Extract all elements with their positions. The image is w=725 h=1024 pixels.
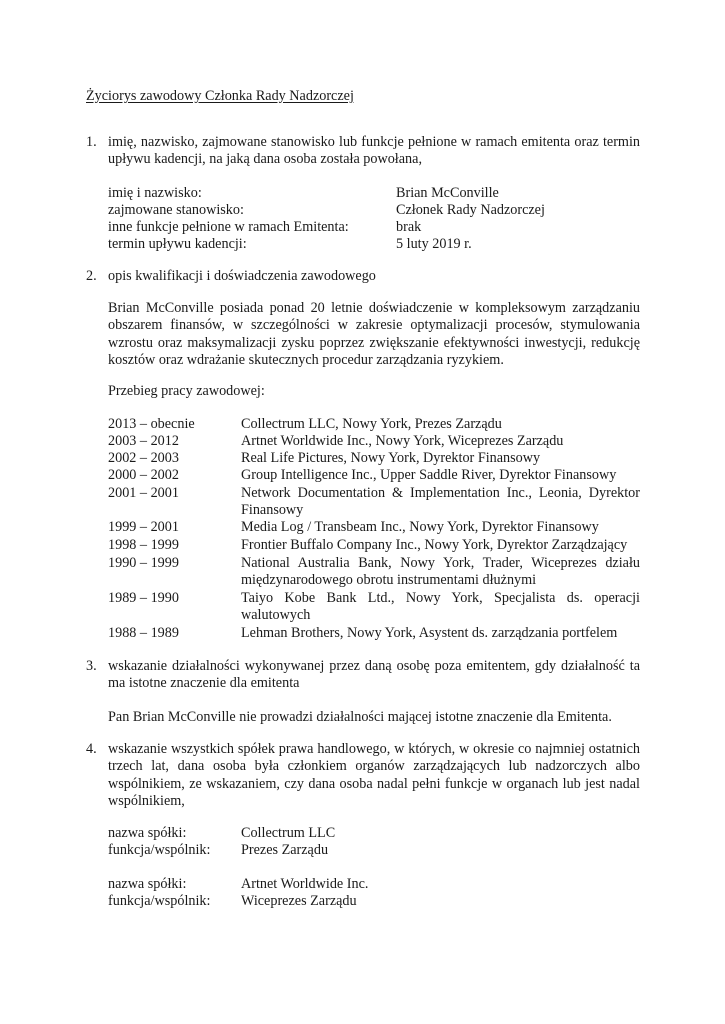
career-description: Frontier Buffalo Company Inc., Nowy York, Dyrektor Zarządzający — [241, 537, 628, 553]
section-4-number: 4. — [86, 741, 97, 757]
career-description: National Australia Bank, Nowy York, Trader, Wiceprezes działu międzynarodowego obrotu instrumentami dłużnymi — [241, 555, 640, 589]
field-label: termin upływu kadencji: — [108, 236, 247, 252]
section-1-heading: imię, nazwisko, zajmowane stanowisko lub funkcje pełnione w ramach emitenta oraz termin upływu kadencji, na jaką dana osoba została powołana, — [108, 134, 640, 168]
company-label: nazwa spółki: — [108, 876, 187, 892]
field-label: inne funkcje pełnione w ramach Emitenta: — [108, 219, 349, 235]
career-period: 2001 – 2001 — [108, 485, 179, 501]
career-period: 1999 – 2001 — [108, 519, 179, 535]
career-description: Collectrum LLC, Nowy York, Prezes Zarządu — [241, 416, 502, 432]
career-period: 2003 – 2012 — [108, 433, 179, 449]
career-description: Taiyo Kobe Bank Ltd., Nowy York, Specjalista ds. operacji walutowych — [241, 590, 640, 624]
role-label: funkcja/wspólnik: — [108, 893, 211, 909]
field-value: Brian McConville — [396, 185, 499, 201]
document-title: Życiorys zawodowy Członka Rady Nadzorczej — [86, 88, 354, 104]
company-name: Artnet Worldwide Inc. — [241, 876, 369, 892]
career-period: 2000 – 2002 — [108, 467, 179, 483]
role-value: Wiceprezes Zarządu — [241, 893, 357, 909]
section-3-number: 3. — [86, 658, 97, 674]
career-period: 2002 – 2003 — [108, 450, 179, 466]
section-3-heading: wskazanie działalności wykonywanej przez daną osobę poza emitentem, gdy działalność ta ma istotne znaczenie dla emitenta — [108, 658, 640, 692]
career-period: 2013 – obecnie — [108, 416, 195, 432]
section-2-heading: opis kwalifikacji i doświadczenia zawodowego — [108, 268, 376, 284]
field-value: Członek Rady Nadzorczej — [396, 202, 545, 218]
role-value: Prezes Zarządu — [241, 842, 329, 858]
career-description: Artnet Worldwide Inc., Nowy York, Wiceprezes Zarządu — [241, 433, 564, 449]
qualifications-paragraph: Brian McConville posiada ponad 20 letnie doświadczenie w kompleksowym zarządzaniu obszarem finansów, w szczególności w zakresie optymalizacji procesów, stymulowania wzrostu oraz maksymalizacji zysku poprzez zwiększanie efektywności inwestycji, redukcję kosztów oraz wdrażanie skutecznych procedur zarządzania ryzykiem. — [108, 300, 640, 368]
career-period: 1990 – 1999 — [108, 555, 179, 571]
career-description: Network Documentation & Implementation Inc., Leonia, Dyrektor Finansowy — [241, 485, 640, 519]
field-label: imię i nazwisko: — [108, 185, 202, 201]
career-label: Przebieg pracy zawodowej: — [108, 383, 265, 399]
career-period: 1988 – 1989 — [108, 625, 179, 641]
section-2-number: 2. — [86, 268, 97, 284]
section-4-heading: wskazanie wszystkich spółek prawa handlowego, w których, w okresie co najmniej ostatnich trzech lat, dana osoba była członkiem organów zarządzających lub nadzorczych albo wspólnikiem, ze wskazaniem, czy dana osoba nadal pełni funkcje w organach lub jest nadal wspólnikiem, — [108, 741, 640, 809]
company-name: Collectrum LLC — [241, 825, 336, 841]
role-label: funkcja/wspólnik: — [108, 842, 211, 858]
career-period: 1998 – 1999 — [108, 537, 179, 553]
career-description: Group Intelligence Inc., Upper Saddle River, Dyrektor Finansowy — [241, 467, 617, 483]
field-label: zajmowane stanowisko: — [108, 202, 244, 218]
section-1-number: 1. — [86, 134, 97, 150]
career-description: Media Log / Transbeam Inc., Nowy York, Dyrektor Finansowy — [241, 519, 599, 535]
activity-paragraph: Pan Brian McConville nie prowadzi działalności mającej istotne znaczenie dla Emitenta. — [108, 709, 612, 725]
field-value: 5 luty 2019 r. — [396, 236, 472, 252]
career-description: Real Life Pictures, Nowy York, Dyrektor Finansowy — [241, 450, 541, 466]
company-label: nazwa spółki: — [108, 825, 187, 841]
career-description: Lehman Brothers, Nowy York, Asystent ds. zarządzania portfelem — [241, 625, 618, 641]
career-period: 1989 – 1990 — [108, 590, 179, 606]
field-value: brak — [396, 219, 422, 235]
